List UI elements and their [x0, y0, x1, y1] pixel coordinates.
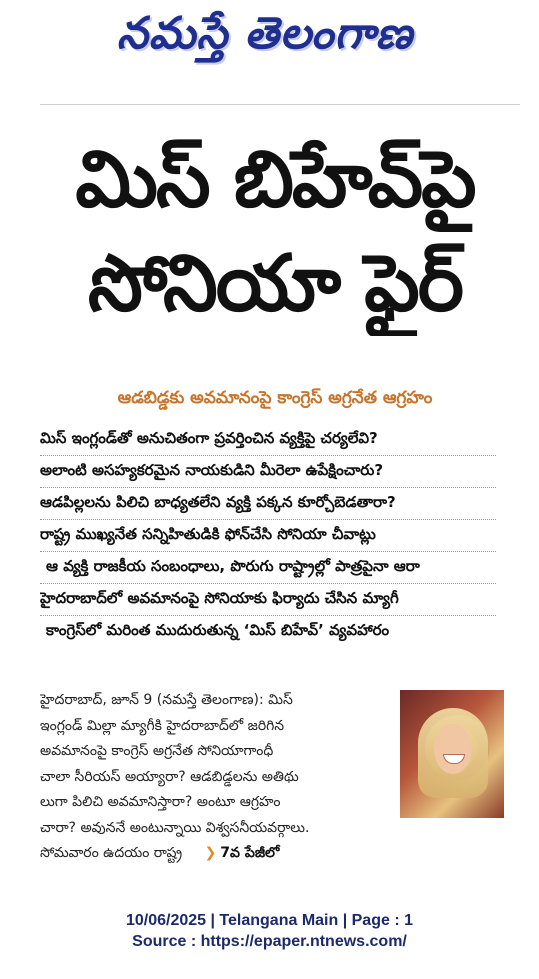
continued-page-label: 7వ పేజీలో [220, 845, 280, 861]
headline [40, 128, 510, 336]
article-body [40, 688, 392, 867]
summary-point: ఆ వ్యక్తి రాజకీయ సంబంధాలు, పొరుగు రాష్ట్రాల్లో పాత్రపైనా ఆరా [40, 552, 496, 584]
body-line: చాలా సీరియస్ అయ్యారా? ఆడబిడ్డలను అతిథు [40, 768, 299, 785]
photo-face [434, 724, 472, 774]
body-line [40, 841, 392, 867]
masthead-logo: నమస్తే తెలంగాణ [116, 8, 414, 59]
chevron-right-icon: ❯ [204, 845, 217, 861]
summary-point: మిస్ ఇంగ్లండ్‌తో అనుచితంగా ప్రవర్తించిన వ్యక్తిపై చర్యలేవి? [40, 424, 496, 456]
body-line: అవమానంపై కాంగ్రెస్ అగ్రనేత సోనియాగాంధీ [40, 743, 274, 759]
body-line: ఇంగ్లండ్ మిల్లా మ్యాగీకి హైదరాబాద్‌లో జరిగిన [40, 717, 285, 734]
headline-line-2: సోనియా ఫైర్ [88, 239, 462, 329]
body-line-text: సోమవారం ఉదయం రాష్ట్ర [40, 845, 183, 861]
body-line: చారా? అవుననే అంటున్నాయి విశ్వసనీయవర్గాలు. [40, 819, 310, 836]
body-line: లుగా పిలిచి అవమానిస్తారా? అంటూ ఆగ్రహం [40, 794, 281, 810]
headline-line-1: మిస్ బిహేవ్‌పై [75, 135, 475, 225]
summary-point: కాంగ్రెస్‌లో మరింత ముదురుతున్న ‘మిస్ బిహేవ్’ వ్యవహారం [46, 620, 390, 639]
body-line: హైదరాబాద్, జూన్ 9 (నమస్తే తెలంగాణ): మిస్ [40, 692, 293, 708]
summary-point: అలాంటి అసహ్యకరమైన నాయకుడిని మీరెలా ఉపేక్షించారు? [40, 456, 496, 488]
summary-point: రాష్ట్ర ముఖ్యనేత సన్నిహితుడికి ఫోన్‌చేసి సోనియా చీవాట్లు [40, 520, 496, 552]
summary-point: హైదరాబాద్‌లో అవమానంపై సోనియాకు ఫిర్యాదు చేసిన మ్యాగీ [40, 584, 496, 616]
article-photo [400, 690, 504, 818]
summary-points [40, 424, 496, 647]
summary-point: ఆడపిల్లలను పిలిచి బాధ్యతలేని వ్యక్తి పక్కన కూర్చోబెడతారా? [40, 488, 496, 520]
divider [40, 104, 520, 105]
subheadline: ఆడబిడ్డకు అవమానంపై కాంగ్రెస్ అగ్రనేత ఆగ్రహం [117, 388, 433, 408]
footer-edition-info: 10/06/2025 | Telangana Main | Page : 1 [125, 912, 413, 929]
continued-marker [205, 841, 280, 867]
footer-source: Source : https://epaper.ntnews.com/ [132, 933, 407, 950]
page-footer [0, 910, 539, 952]
